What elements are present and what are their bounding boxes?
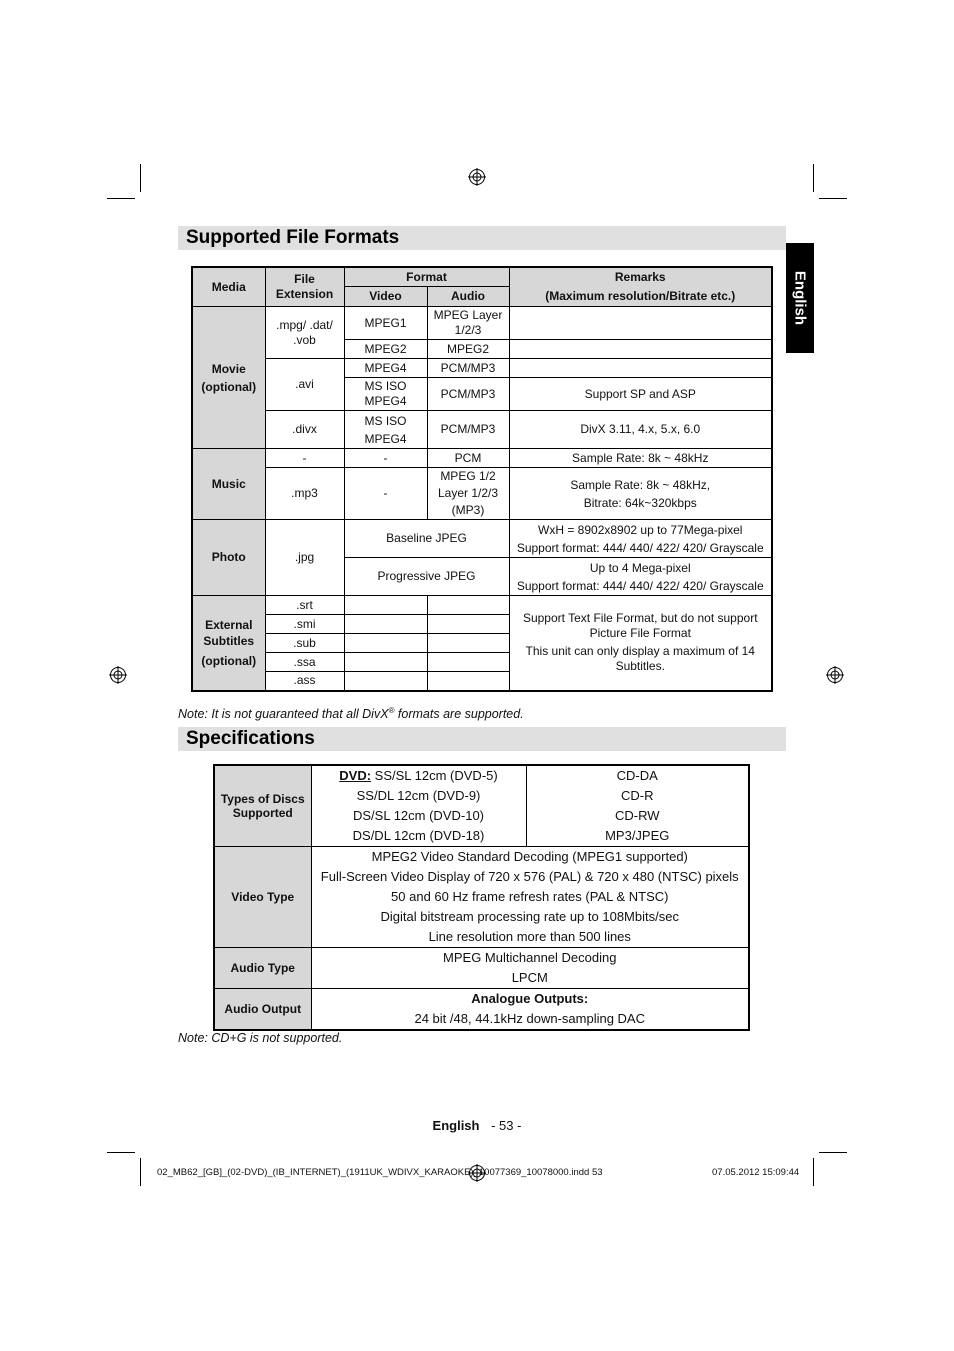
cell-extension: -: [265, 449, 344, 468]
cell-remark: WxH = 8902x8902 up to 77Mega-pixel Support format: 444/ 440/ 422/ 420/ Grayscale: [509, 520, 772, 558]
row-label-music: Music: [192, 449, 265, 520]
cell-video: MS ISO MPEG4: [344, 378, 427, 411]
row-label-subtitles: External Subtitles (optional): [192, 596, 265, 691]
cell-audio: PCM/MP3: [427, 378, 509, 411]
disc-type: CD-R: [526, 786, 749, 806]
footer-datetime: 07.05.2012 15:09:44: [712, 1167, 800, 1178]
cell-audio: [427, 596, 509, 615]
disc-type: DS/SL 12cm (DVD-10): [311, 806, 526, 826]
cell-extension: .mp3: [265, 468, 344, 520]
header-media: Media: [192, 267, 265, 307]
crop-mark: [813, 1158, 814, 1186]
cdg-note: Note: CD+G is not supported.: [178, 1031, 343, 1045]
header-audio: Audio: [427, 287, 509, 307]
header-format: Format: [344, 267, 509, 287]
cell-extension: .srt: [265, 596, 344, 615]
disc-type: CD-RW: [526, 806, 749, 826]
cell-extension: .divx: [265, 411, 344, 449]
footer-language: English: [432, 1118, 480, 1133]
cell-video: -: [344, 449, 427, 468]
section-title-bar: [178, 226, 786, 250]
cell-extension: .sub: [265, 634, 344, 653]
cell-audio: MPEG Layer 1/2/3: [427, 307, 509, 340]
disc-type: DS/DL 12cm (DVD-18): [311, 826, 526, 847]
disc-type: SS/DL 12cm (DVD-9): [311, 786, 526, 806]
cell-remark: [509, 307, 772, 340]
row-label-photo: Photo: [192, 520, 265, 596]
page-footer: [0, 1118, 954, 1133]
section-title-bar: [178, 727, 786, 751]
crop-mark: [819, 198, 847, 199]
cell-video: MPEG4: [344, 359, 427, 378]
header-remarks: Remarks (Maximum resolution/Bitrate etc.): [509, 267, 772, 307]
cell-video: -: [344, 468, 427, 520]
page-number: - 53 -: [491, 1118, 522, 1133]
cell-extension: .jpg: [265, 520, 344, 596]
section-title: Specifications: [186, 728, 315, 749]
section-title: Supported File Formats: [186, 227, 400, 248]
disc-type: MP3/JPEG: [526, 826, 749, 847]
audio-type-details: MPEG Multichannel Decoding LPCM: [311, 948, 749, 989]
specifications-table: [213, 764, 750, 1031]
cell-audio: [427, 634, 509, 653]
language-tab: [786, 243, 814, 353]
cell-video: [344, 596, 427, 615]
footer-file-name: 02_MB62_[GB]_(02-DVD)_(IB_INTERNET)_(1911UK_WDIVX_KARAOKE)_10077369_10078000.indd 53: [157, 1167, 603, 1178]
cell-audio: MPEG2: [427, 340, 509, 359]
cell-remark: DivX 3.11, 4.x, 5.x, 6.0: [509, 411, 772, 449]
cell-video: [344, 653, 427, 672]
cell-remark: Support Text File Format, but do not support Picture File Format This unit can only display a maximum of 14 Subtitles.: [509, 596, 772, 691]
disc-type: CD-DA: [526, 765, 749, 786]
row-label-discs: Types of Discs Supported: [214, 765, 311, 847]
crop-mark: [107, 1152, 135, 1153]
cell-extension: .ssa: [265, 653, 344, 672]
cell-format: Baseline JPEG: [344, 520, 509, 558]
cell-video: [344, 615, 427, 634]
cell-remark: [509, 340, 772, 359]
registration-mark-icon: [468, 168, 486, 186]
crop-mark: [819, 1152, 847, 1153]
disc-type: DVD: SS/SL 12cm (DVD-5): [311, 765, 526, 786]
cell-audio: [427, 653, 509, 672]
cell-extension: .mpg/ .dat/ .vob: [265, 307, 344, 359]
crop-mark: [140, 1158, 141, 1186]
cell-audio: PCM/MP3: [427, 359, 509, 378]
cell-audio: PCM/MP3: [427, 411, 509, 449]
file-formats-table: [191, 266, 773, 692]
cell-video: MPEG2: [344, 340, 427, 359]
header-file-extension: File Extension: [265, 267, 344, 307]
cell-format: Progressive JPEG: [344, 558, 509, 596]
registration-mark-icon: [826, 666, 844, 684]
crop-mark: [107, 198, 135, 199]
row-label-audio-type: Audio Type: [214, 948, 311, 989]
audio-output-details: Analogue Outputs: 24 bit /48, 44.1kHz down-sampling DAC: [311, 989, 749, 1031]
video-type-details: MPEG2 Video Standard Decoding (MPEG1 supported) Full-Screen Video Display of 720 x 576 (PAL) & 720 x 480 (NTSC) pixels 50 and 60 Hz frame refresh rates (PAL & NTSC) Digital bitstream processing rate up to 108Mbits/sec Line resolution more than 500 lines: [311, 847, 749, 948]
cell-extension: .smi: [265, 615, 344, 634]
registration-mark-icon: [109, 666, 127, 684]
cell-audio: [427, 672, 509, 691]
cell-audio: [427, 615, 509, 634]
cell-remark: Up to 4 Mega-pixel Support format: 444/ 440/ 422/ 420/ Grayscale: [509, 558, 772, 596]
cell-video: MPEG1: [344, 307, 427, 340]
cell-video: MS ISO MPEG4: [344, 411, 427, 449]
divx-note: Note: It is not guaranteed that all DivX® formats are supported.: [178, 706, 524, 722]
language-tab-label: English: [791, 270, 809, 326]
row-label-movie: Movie (optional): [192, 307, 265, 449]
cell-extension: .avi: [265, 359, 344, 411]
cell-remark: Support SP and ASP: [509, 378, 772, 411]
cell-remark: [509, 359, 772, 378]
cell-remark: Sample Rate: 8k ~ 48kHz: [509, 449, 772, 468]
cell-video: [344, 672, 427, 691]
header-video: Video: [344, 287, 427, 307]
cell-audio: MPEG 1/2 Layer 1/2/3 (MP3): [427, 468, 509, 520]
row-label-video-type: Video Type: [214, 847, 311, 948]
crop-mark: [140, 164, 141, 192]
cell-extension: .ass: [265, 672, 344, 691]
crop-mark: [813, 164, 814, 192]
cell-remark: Sample Rate: 8k ~ 48kHz, Bitrate: 64k~320kbps: [509, 468, 772, 520]
cell-audio: PCM: [427, 449, 509, 468]
cell-video: [344, 634, 427, 653]
row-label-audio-output: Audio Output: [214, 989, 311, 1031]
